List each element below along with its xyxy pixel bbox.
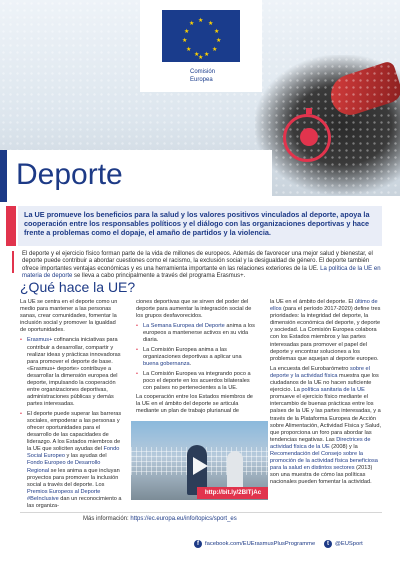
list-item <box>136 371 258 392</box>
intro-policy-link[interactable]: La política de la UE en materia de deporte <box>22 265 381 279</box>
list-item-text: dan un reconocimiento a las organiza- <box>27 495 122 510</box>
twitter-icon: t <box>324 540 332 548</box>
ec-logo <box>140 0 262 92</box>
list-item <box>20 411 122 510</box>
social-fund-link[interactable]: Fondo Social Europeo <box>27 446 120 460</box>
col3-text: La encuesta del Eurobarómetro <box>270 365 349 372</box>
list-item-text: y las ayudas del <box>66 453 107 460</box>
sport-week-link[interactable]: La Semana Europea del Deporte <box>143 323 225 330</box>
play-icon[interactable] <box>193 457 208 475</box>
more-info <box>83 516 237 522</box>
council-recommendation-link[interactable]: Recomendación del Consejo sobre la promoción de la actividad física beneficiosa para la salud en distintos sectores <box>270 450 378 472</box>
erasmus-link[interactable]: Erasmus+ <box>27 337 53 344</box>
col3-text: (2013) son una muestra de cómo las políticas nacionales pueden fomentar la actividad. <box>270 465 373 486</box>
ball-icon <box>300 128 318 146</box>
col2-paragraph-2: La cooperación entre los Estados miembros de la UE en el ámbito del deporte se articula mediante un plan de trabajo plurianual de <box>136 394 253 415</box>
good-governance-link[interactable]: buena gobernanza <box>143 361 190 368</box>
list-item-text: cofinancia iniciativas para contribuir a desarrollar, compartir y realizar ideas y prácticas innovadoras para promover el deporte de base. «Erasmus+ deporte» contribuye a desarrollar la dimensión europea del deporte, impulsando la cooperación entre organizaciones deportivas, administraciones públicas y demás partes interesadas. <box>27 337 121 408</box>
col1-paragraph: La UE se centra en el deporte como un medio para mantener a las personas sanas, crear comunidades, fomentar la inclusión social y promover la igualdad de oportunidades. <box>20 299 118 334</box>
health-policy-link[interactable]: política sanitaria de la UE <box>301 387 365 394</box>
video-thumbnail[interactable] <box>131 421 268 500</box>
guidelines-link[interactable]: Directrices de actividad física de la UE <box>270 436 371 450</box>
facebook-link[interactable] <box>194 540 315 548</box>
lead-accent-bar <box>6 206 16 246</box>
facebook-label: facebook.com/EUErasmusPlusProgramme <box>205 541 316 547</box>
footer-divider <box>20 512 382 513</box>
logo-text-line2: Europea <box>190 77 213 83</box>
more-info-link[interactable]: https://ec.europa.eu/info/topics/sport_es <box>130 516 237 522</box>
list-item: • La Comisión Europea anima a las organizaciones deportivas a aplicar una buena gobernanza. <box>136 347 258 368</box>
col3-paragraph-1 <box>270 299 382 363</box>
column-3 <box>270 299 382 489</box>
facebook-icon: f <box>194 540 202 548</box>
section-title: ¿Qué hace la UE? <box>20 279 136 295</box>
page-title: Deporte <box>16 158 123 191</box>
col3-text: (2008) y la <box>331 443 358 450</box>
list-item-text: anima a los europeos a mantenerse activos en su vida diaria. <box>143 323 255 344</box>
twitter-link[interactable] <box>324 540 363 548</box>
col3-text: muestra que los ciudadanos de la UE no hacen suficiente ejercicio. La <box>270 372 379 394</box>
col3-text: promueve el ejercicio físico mediante el intercambio de buenas prácticas entre los países de la UE y las partes interesadas, y a través de la Plataforma Europea de Acción sobre Alimentación, Actividad Física y Salud, que proporciona un foro para abordar las tendencias negativas. Las <box>270 394 381 443</box>
col2-paragraph: ciones deportivas que se sirven del poder del deporte para aumentar la integración social de los grupos desfavorecidos. <box>136 299 252 320</box>
logo-text-line1: Comisión <box>190 69 216 75</box>
list-item-text: se les anima a que incluyan proyectos para promover la inclusión social a través del deporte. Los <box>27 467 120 488</box>
intro-text: El deporte y el ejercicio físico forman parte de la vida de millones de europeos. Además de favorecer una mejor salud y bienestar, el deporte puede contribuir a abordar cuestiones como el racismo, la exclusión social y la desigualdad de género. El deporte también ofrece importantes ventajas económicas y es una herramienta importante en las relaciones exteriores de la UE. <box>22 251 373 272</box>
intro-text-end: se lleva a cabo principalmente a través del programa Erasmus+. <box>74 272 246 279</box>
col3-paragraph-2 <box>270 366 382 487</box>
column-2 <box>136 299 258 419</box>
title-area <box>0 150 272 202</box>
logo-text <box>190 68 215 84</box>
video-link[interactable]: http://bit.ly/2BlTjAc <box>197 487 268 499</box>
more-info-label: Más información: <box>83 516 129 522</box>
lead-paragraph: La UE promueve los beneficios para la salud y los valores positivos vinculados al deporte, apoya la cooperación entre los responsables políticos y el diálogo con las organizaciones deportivas y hace frente a problemas como el dopaje, el amaño de partidos y la violencia. <box>18 206 382 246</box>
list-item <box>136 323 258 344</box>
list-item-text: El deporte puede superar las barreras sociales, empoderar a las personas y ofrecer oportunidades para el desarrollo de las capacidades de liderazgo. A los Estados miembros de la UE que soliciten ayudas del <box>27 410 122 453</box>
list-item <box>20 337 122 408</box>
col2-list <box>136 323 258 392</box>
intro-paragraph <box>22 251 382 280</box>
twitter-label: @EUSport <box>335 541 363 547</box>
eu-flag-icon: ★ ★ ★ ★ ★ ★ ★ ★ ★ ★ ★ ★ <box>162 10 240 62</box>
list-item-text: La Comisión Europea anima a las organizaciones deportivas a aplicar una <box>143 346 242 361</box>
intro-accent-bar <box>12 251 14 273</box>
eurobarometer-link[interactable]: sobre el deporte y la actividad física <box>270 365 370 379</box>
col3-text: (para el período 2017-2020) define tres prioridades: la integridad del deporte, la dimensión económica del deporte, y deporte y sociedad. La Comisión Europea colabora con los Estados miembros y las partes interesadas para promover el papel del deporte y encontrar soluciones a los problemas que aquejan al deporte europeo. <box>270 306 381 362</box>
sport-awards-link[interactable]: Premios Europeos al Deporte #BeInclusive <box>27 488 101 502</box>
title-accent-bar <box>0 150 7 202</box>
regional-fund-link[interactable]: Fondo Europeo de Desarrollo Regional <box>27 460 101 474</box>
column-1 <box>20 299 122 513</box>
list-item-text: La Comisión Europea va integrando poco a poco el deporte en los acuerdos bilaterales con países no pertenecientes a la UE. <box>143 370 251 391</box>
col3-text: la UE en el ámbito del deporte. El <box>270 299 354 305</box>
col1-list <box>20 337 122 510</box>
work-plan-link[interactable]: último de ellos <box>270 299 378 313</box>
